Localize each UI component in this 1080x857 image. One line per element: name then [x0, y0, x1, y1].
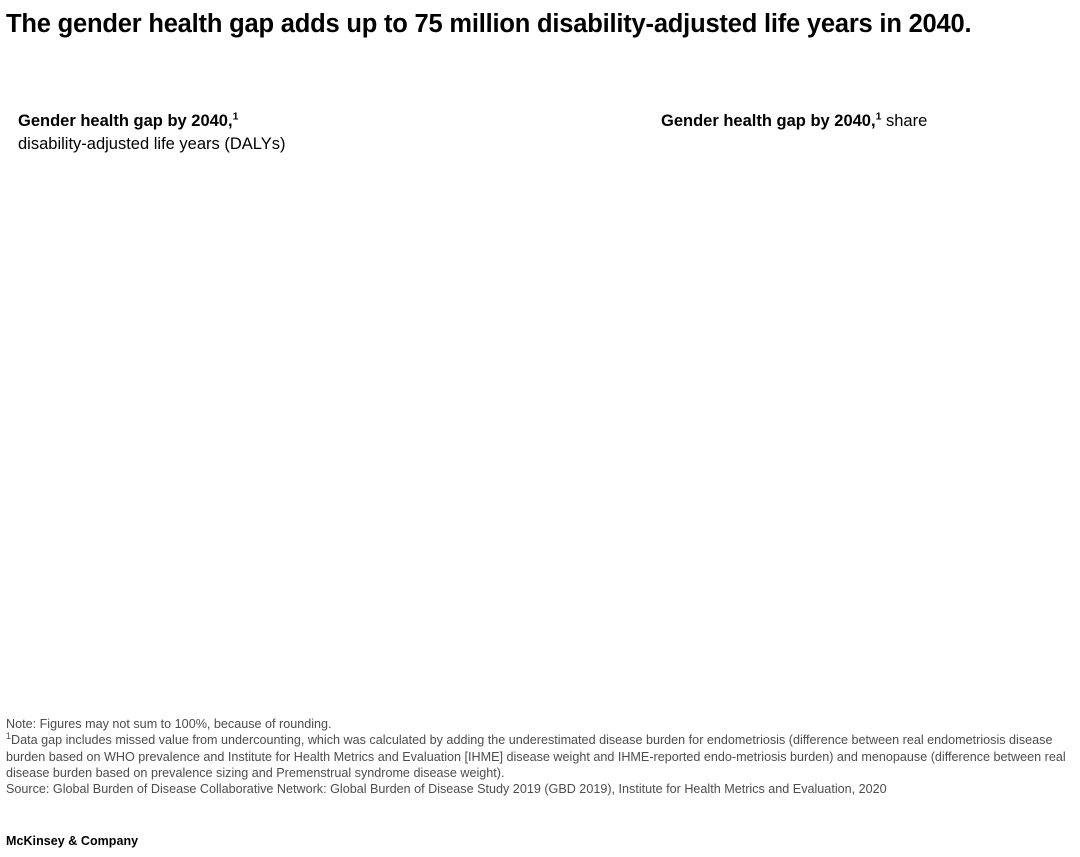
chart-panel-left — [18, 110, 628, 690]
page-title: The gender health gap adds up to 75 million disability-adjusted life years in 2040. — [6, 10, 972, 38]
charts-container — [0, 110, 1080, 690]
chart-left-title-text: Gender health gap by 2040, — [18, 112, 233, 130]
chart-right-title-tail: share — [881, 112, 928, 130]
footnote-1 — [6, 732, 1072, 781]
footnote-source: Source: Global Burden of Disease Collaborative Network: Global Burden of Disease Study 2019 (GBD 2019), Institute for Health Metrics and Evaluation, 2020 — [6, 782, 887, 797]
footnote-1-text: Data gap includes missed value from undercounting, which was calculated by adding the underestimated disease burden for endometriosis (difference between real endometriosis disease burden based on WHO prevalence and Institute for Health Metrics and Evaluation [IHME] disease weight and IHME-reported endo-metriosis burden) and menopause (difference between real disease burden based on prevalence sizing and Premenstrual syndrome disease weight). — [6, 733, 1070, 781]
chart-panel-right — [661, 110, 1061, 667]
chart-left-plot — [18, 170, 628, 690]
chart-right-title-footnote-marker: 1 — [875, 110, 882, 123]
chart-right-title-text: Gender health gap by 2040, — [661, 112, 876, 130]
chart-left-subtitle: disability-adjusted life years (DALYs) — [18, 134, 286, 153]
footnote-1-marker: 1 — [6, 731, 12, 742]
chart-right-plot — [661, 147, 1061, 667]
brand-logo: McKinsey & Company — [6, 834, 139, 848]
chart-left-title — [18, 110, 628, 133]
chart-left-title-footnote-marker: 1 — [232, 110, 239, 123]
footnote-note: Note: Figures may not sum to 100%, because of rounding. — [6, 717, 332, 731]
chart-right-title — [661, 110, 1061, 133]
footnotes — [6, 716, 1072, 798]
